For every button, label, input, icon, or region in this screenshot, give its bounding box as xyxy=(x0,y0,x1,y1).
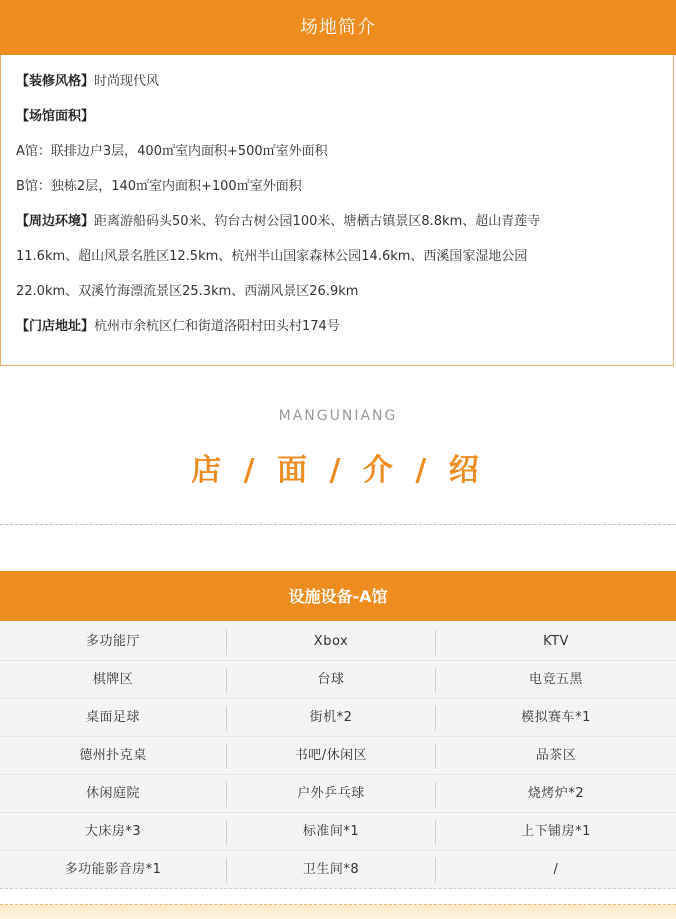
table-cell: KTV xyxy=(543,634,569,649)
table-cell: Xbox xyxy=(313,634,349,649)
table-cell: 标准间*1 xyxy=(302,824,360,839)
table-cell: 街机*2 xyxy=(309,710,353,725)
table-cell: 台球 xyxy=(317,672,345,687)
table-cell: 多功能影音房*1 xyxy=(64,862,162,877)
area-heading-line xyxy=(16,107,94,127)
hall-a-area: A馆：联排边户3层，400㎡室内面积+500㎡室外面积 xyxy=(16,144,328,159)
table-cell: 模拟赛车*1 xyxy=(521,710,591,725)
facilities-header: 设施设备-A馆 xyxy=(0,571,676,621)
address-label: 【门店地址】 xyxy=(16,319,95,334)
table-cell: 大床房*3 xyxy=(84,824,142,839)
table-cell: 烧烤炉*2 xyxy=(527,786,585,801)
table-row xyxy=(0,737,676,775)
table-row xyxy=(0,699,676,737)
environment-label: 【周边环境】 xyxy=(16,214,95,229)
venue-intro-header: 场地简介 xyxy=(0,0,676,55)
table-cell: 户外乒乓球 xyxy=(297,786,365,801)
table-cell: 休闲庭院 xyxy=(85,786,140,801)
table-cell: / xyxy=(553,862,559,877)
environment-line-1 xyxy=(16,212,540,232)
section-divider xyxy=(0,524,676,525)
facilities-table xyxy=(0,623,676,889)
table-cell: 卫生间*8 xyxy=(302,862,360,877)
hall-b-area: B馆：独栋2层，140㎡室内面积+100㎡室外面积 xyxy=(16,179,302,194)
store-intro-title: 店 / 面 / 介 / 绍 xyxy=(191,453,485,488)
table-cell: 品茶区 xyxy=(535,748,577,763)
address-value: 杭州市余杭区仁和街道洛阳村田头村174号 xyxy=(94,319,340,334)
table-cell: 书吧/休闲区 xyxy=(294,748,368,763)
area-label: 【场馆面积】 xyxy=(16,109,95,124)
table-row xyxy=(0,623,676,661)
table-cell: 棋牌区 xyxy=(92,672,134,687)
table-cell: 上下铺房*1 xyxy=(521,824,591,839)
environment-text-1: 距离游船码头50米、钓台古树公园100米、塘栖古镇景区8.8km、超山青莲寺 xyxy=(94,214,541,229)
venue-intro-panel xyxy=(0,55,674,366)
table-cell: 多功能厅 xyxy=(85,634,140,649)
decor-style-line xyxy=(16,72,159,92)
table-row xyxy=(0,775,676,813)
environment-line-2: 11.6km、超山风景名胜区12.5km、杭州半山国家森林公园14.6km、西溪国家湿地公园 xyxy=(16,249,528,264)
table-row xyxy=(0,813,676,851)
decor-style-value: 时尚现代风 xyxy=(94,74,160,89)
table-cell: 德州扑克桌 xyxy=(79,748,147,763)
table-row xyxy=(0,851,676,889)
environment-line-3: 22.0km、双溪竹海漂流景区25.3km、西湖风景区26.9km xyxy=(16,284,359,299)
address-line xyxy=(16,317,340,337)
table-cell: 桌面足球 xyxy=(85,710,140,725)
decor-style-label: 【装修风格】 xyxy=(16,74,95,89)
brand-subtitle: MANGUNIANG xyxy=(278,408,398,424)
bottom-decor-band xyxy=(0,904,676,919)
table-row xyxy=(0,661,676,699)
table-cell: 电竞五黑 xyxy=(528,672,583,687)
